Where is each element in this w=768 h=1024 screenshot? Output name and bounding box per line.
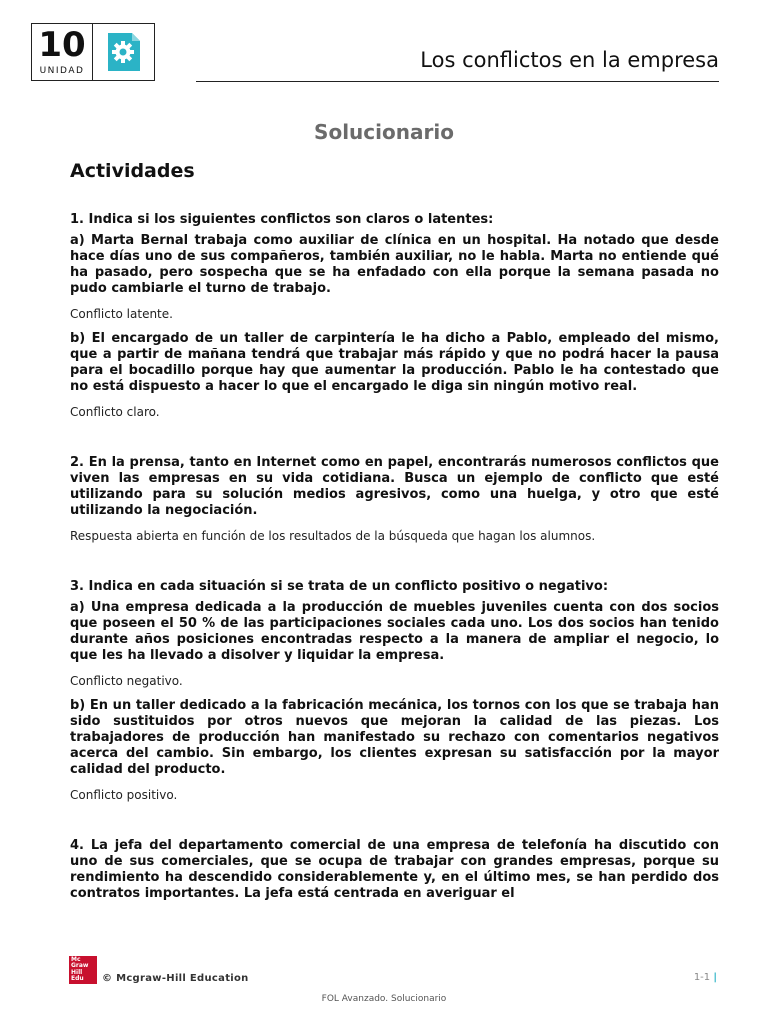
page-separator: | [713, 972, 717, 983]
answer-text: Respuesta abierta en función de los resultados de la búsqueda que hagan los alumnos. [70, 529, 596, 543]
page-number [694, 972, 717, 983]
question-text: 2. En la prensa, tanto en Internet como en papel, encontrarás numerosos conflictos que viven las empresas en su vida cotidiana. Busca un ejemplo de conflicto que esté utilizando para su solución medios agresivos, como una huelga, y otro que esté utilizando la negociación. [70, 455, 719, 518]
answer-text: Conflicto latente. [70, 307, 173, 321]
unit-icon-box [93, 23, 155, 81]
unit-label: UNIDAD [39, 66, 85, 76]
activities-content [70, 212, 719, 907]
page-heading: Solucionario [314, 120, 454, 144]
question-text: 1. Indica si los siguientes conflictos son claros o latentes: [70, 212, 494, 227]
question-text: a) Marta Bernal trabaja como auxiliar de clínica en un hospital. Ha notado que desde hace días uno de sus compañeros, también auxiliar, no le habla. Marta no entiende qué ha pasado, pero sospecha que se ha enfadado con ella porque la semana pasada no pudo cambiarle el turno de trabajo. [70, 233, 719, 296]
answer-text: Conflicto negativo. [70, 674, 183, 688]
document-title: Los conflictos en la empresa [420, 48, 719, 72]
question-text: b) En un taller dedicado a la fabricación mecánica, los tornos con los que se trabaja han sido sustituidos por otros nuevos que mejoran la calidad de las piezas. Los trabajadores de producción han manifestado su rechazo con comentarios negativos acerca del cambio. Sin embargo, los clientes expresan su satisfacción por la mayor calidad del producto. [70, 698, 719, 777]
unit-badge [31, 23, 93, 81]
footer-caption: FOL Avanzado. Solucionario [321, 994, 447, 1004]
answer-text: Conflicto claro. [70, 405, 160, 419]
question-text: 4. La jefa del departamento comercial de una empresa de telefonía ha discutido con uno de sus comerciales, que se ocupa de trabajar con grandes empresas, porque su rendimiento ha descendido considerablemente y, en el último mes, se han perdido dos contratos importantes. La jefa está centrada en averiguar el [70, 838, 719, 901]
spacer [70, 429, 719, 455]
spacer [70, 553, 719, 579]
unit-number: 10 [38, 25, 86, 65]
section-heading: Actividades [70, 160, 195, 182]
publisher-logo: Mc Graw Hill Edu [69, 956, 97, 984]
gear-icon [107, 32, 141, 72]
question-text: a) Una empresa dedicada a la producción de muebles juveniles cuenta con dos socios que poseen el 50 % de las participaciones sociales cada uno. Los dos socios han tenido durante años posiciones encontradas respecto a la manera de ampliar el negocio, lo que les ha llevado a disolver y liquidar la empresa. [70, 600, 719, 663]
copyright-text: © Mcgraw-Hill Education [102, 973, 249, 984]
page-number-value: 1-1 [693, 972, 711, 983]
header-divider [196, 81, 719, 82]
spacer [70, 812, 719, 838]
answer-text: Conflicto positivo. [70, 788, 178, 802]
question-text: 3. Indica en cada situación si se trata de un conflicto positivo o negativo: [70, 579, 609, 594]
question-text: b) El encargado de un taller de carpintería le ha dicho a Pablo, empleado del mismo, que a partir de mañana tendrá que trabajar más rápido y que no podrá hacer la pausa para el bocadillo porque hay que aumentar la producción. Pablo le ha contestado que no está dispuesto a hacer lo que el encargado le diga sin ningún motivo real. [70, 331, 719, 394]
